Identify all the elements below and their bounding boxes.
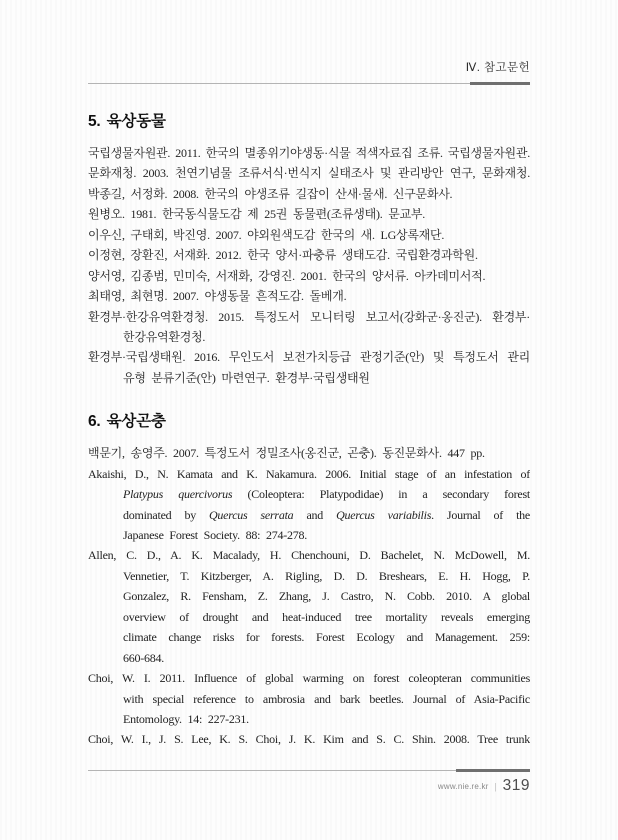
- reference-entry: [88, 143, 530, 163]
- reference-line: overview of drought and heat-induced tree mortality reveals emerging: [123, 609, 530, 624]
- reference-line: Choi, W. I., J. S. Lee, K. S. Choi, J. K. Kim and S. C. Shin. 2008. Tree trunk: [88, 732, 530, 747]
- section-title: 5. 육상동물: [88, 113, 166, 130]
- species-name: Quercus serrata: [209, 507, 294, 522]
- reference-line: Choi, W. I. 2011. Influence of global warming on forest coleopteran communities: [88, 671, 530, 686]
- header-rule: [88, 82, 530, 85]
- footer-rule: [88, 769, 530, 772]
- reference-entry: [88, 545, 530, 668]
- reference-entry: [88, 204, 530, 224]
- reference-line: 한강유역환경청.: [123, 329, 206, 344]
- reference-line: 원병오. 1981. 한국동식물도감 제 25권 동물편(조류생태). 문교부.: [88, 207, 426, 222]
- footer-rule-accent: [456, 769, 530, 772]
- reference-entry: [88, 347, 530, 388]
- reference-entry: [88, 307, 530, 348]
- reference-line: 최태영, 최현명. 2007. 야생동물 흔적도감. 돌베개.: [88, 289, 347, 304]
- reference-line: 양서영, 김종범, 민미숙, 서재화, 강영진. 2001. 한국의 양서류. 아카데미서적.: [88, 268, 486, 283]
- reference-line: 박종길, 서정화. 2008. 한국의 야생조류 길잡이 산새·물새. 신구문화사.: [88, 186, 453, 201]
- reference-line: Platypus quercivorus (Coleoptera: Platypodidae) in a secondary forest: [123, 487, 530, 502]
- reference-entry: [88, 184, 530, 204]
- page-number: 319: [502, 777, 530, 794]
- footer-separator: |: [494, 780, 497, 792]
- reference-line: Japanese Forest Society. 88: 274-278.: [123, 528, 307, 542]
- site-url: www.nie.re.kr: [437, 781, 489, 791]
- species-name: Quercus variabilis: [336, 507, 432, 522]
- page-footer: [88, 764, 530, 795]
- reference-entry: [88, 464, 530, 546]
- section-title: 6. 육상곤충: [88, 413, 166, 431]
- reference-line: 이우신, 구태회, 박진영. 2007. 야외원색도감 한국의 새. LG상록재단.: [88, 227, 445, 242]
- reference-line: climate change risks for forests. Forest Ecology and Management. 259:: [123, 630, 530, 645]
- reference-line: 660-684.: [123, 650, 164, 665]
- sections: [88, 112, 530, 750]
- page-header: [88, 0, 530, 85]
- header-rule-accent: [470, 82, 530, 85]
- reference-entry: [88, 266, 530, 286]
- footer-text: [88, 777, 530, 795]
- reference-line: 국립생물자원관. 2011. 한국의 멸종위기야생동·식물 적색자료집 조류. 국립생물자원관.: [88, 146, 530, 160]
- reference-line: dominated by Quercus serrata and Quercus variabilis. Journal of the: [123, 507, 530, 522]
- reference-line: 백문기, 송영주. 2007. 특정도서 정밀조사(옹진군, 곤충). 동진문화사. 447 pp.: [88, 446, 485, 461]
- reference-entry: [88, 286, 530, 306]
- reference-line: 문화재청. 2003. 천연기념물 조류서식·번식지 실태조사 및 관리방안 연구, 문화재청.: [88, 166, 530, 181]
- reference-line: Vennetier, T. Kitzberger, A. Rigling, D. D. Breshears, E. H. Hogg, P.: [123, 568, 530, 583]
- reference-line: with special reference to ambrosia and bark beetles. Journal of Asia-Pacific: [123, 691, 530, 706]
- breadcrumb: Ⅳ. 참고문헌: [465, 62, 530, 74]
- reference-line: Entomology. 14: 227-231.: [123, 711, 249, 726]
- reference-line: Akaishi, D., N. Kamata and K. Nakamura. 2006. Initial stage of an infestation of: [88, 466, 530, 481]
- reference-line: Gonzalez, R. Fensham, Z. Zhang, J. Castro, N. Cobb. 2010. A global: [123, 589, 530, 604]
- header-rule-line: [88, 83, 530, 84]
- reference-line: 환경부·국립생태원. 2016. 무인도서 보전가치등급 관정기준(안) 및 특정도서 관리: [88, 350, 530, 365]
- section: [88, 412, 530, 750]
- reference-line: 환경부·한강유역환경청. 2015. 특정도서 모니터링 보고서(강화군·옹진군). 환경부·: [88, 309, 530, 324]
- reference-entry: [88, 163, 530, 183]
- reference-entry: [88, 443, 530, 463]
- reference-line: 이정현, 장환진, 서재화. 2012. 한국 양서·파충류 생태도감. 국립환경과학원.: [88, 248, 478, 263]
- reference-line: Allen, C. D., A. K. Macalady, H. Chenchouni, D. Bachelet, N. McDowell, M.: [88, 548, 530, 563]
- section: [88, 112, 530, 388]
- reference-entry: [88, 225, 530, 245]
- reference-line: 유형 분류기준(안) 마련연구. 환경부·국립생태원: [123, 370, 370, 385]
- reference-entry: [88, 668, 530, 729]
- species-name: Platypus quercivorus: [123, 487, 233, 502]
- reference-entry: [88, 729, 530, 749]
- reference-entry: [88, 245, 530, 265]
